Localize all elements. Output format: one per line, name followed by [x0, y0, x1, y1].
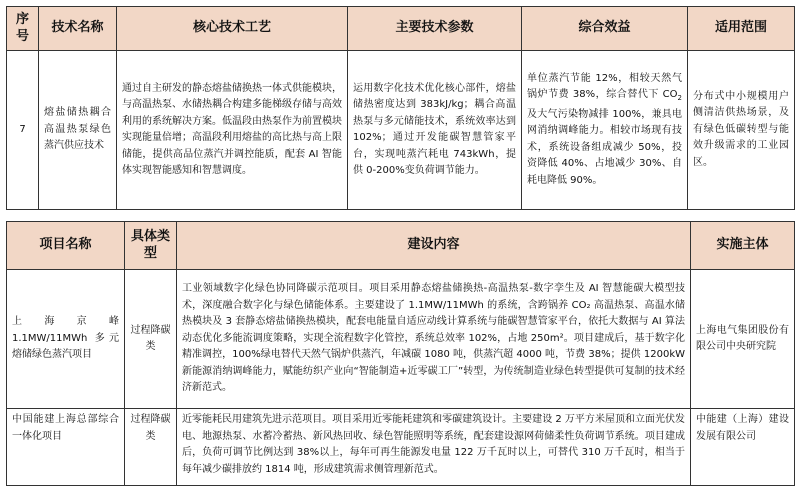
- project-owner: 中能建（上海）建设发展有限公司: [691, 409, 795, 486]
- row-scope: 分布式中小规模用户侧清洁供热场景，及有绿色低碳转型与能效升级需求的工业园区。: [688, 51, 795, 210]
- table-row: [7, 409, 795, 486]
- row-tech-params: 运用数字化技术优化核心部件，熔盐储热密度达到 383kJ/kg；耦合高温热泵与多元储能技术，系统效率达到 102%；通过开发能碳智慧管家平台，实现吨蒸汽耗电 743kWh，提供 0-200%变负荷调节能力。: [348, 51, 522, 210]
- header-core-process: 核心技术工艺: [117, 7, 348, 51]
- header-type: 具体类型: [125, 222, 177, 270]
- project-type: 过程降碳类: [125, 270, 177, 409]
- table-row: [7, 51, 795, 210]
- technology-table: [6, 6, 795, 210]
- benefits-text-b: 及大气污染物减排 100%，兼具电网消纳调峰能力。相较市场现有技术，系统设备组成减少 50%，投资降低 40%、占地减少 30%、自耗电降低 90%。: [527, 108, 682, 186]
- project-table: [6, 221, 795, 486]
- header-tech-params: 主要技术参数: [348, 7, 522, 51]
- project-name: 上海京峰 1.1MW/11MWh 多元熔储绿色蒸汽项目: [7, 270, 125, 409]
- project-owner: 上海电气集团股份有限公司中央研究院: [691, 270, 795, 409]
- row-no: 7: [7, 51, 39, 210]
- project-type: 过程降碳类: [125, 409, 177, 486]
- header-owner: 实施主体: [691, 222, 795, 270]
- row-benefits: [522, 51, 688, 210]
- header-tech-name: 技术名称: [39, 7, 117, 51]
- header-content: 建设内容: [177, 222, 691, 270]
- row-core-process: 通过自主研发的静态熔盐储换热一体式供能模块，与高温热泵、水储热耦合构建多能梯级存储与高效利用的系统解决方案。低温段由热泵作为前置模块实现能量倍增；高温段利用熔盐的高比热与高上限储能，提供高品位蒸汽并调控能质，配套 AI 智能体实现智能感知和智慧调度。: [117, 51, 348, 210]
- project-content: 近零能耗民用建筑先进示范项目。项目采用近零能耗建筑和零碳建筑设计。主要建设 2 万平方米屋顶和立面光伏发电、地源热泵、水蓄冷蓄热、新风热回收、绿色智能照明等系统，配套建设源网荷储柔性负荷调节系统。项目建成后，负荷可调节比例达到 38%以上，每年可再生能源发电量 122 万千瓦时以上，可替代 310 万千瓦时，相当于每年减少碳排放约 1814 吨，形成建筑需求侧管理新范式。: [177, 409, 691, 486]
- header-benefits: 综合效益: [522, 7, 688, 51]
- project-content: 工业领域数字化绿色协同降碳示范项目。项目采用静态熔盐储换热-高温热泵-数字孪生及 AI 智慧能碳大模型技术，深度融合数字化与绿色储能体系。主要建设了 1.1MW/11MWh 的系统，含跨锅养 CO₂ 高温热泵、高温水储热模块及 3 套静态熔盐储换热模块，配套电能量自适应动线计算系统与能碳智慧管家平台，依托大数据与 AI 算法动态优化多能流调度策略，实现全流程数字化管控，系统总效率 102%，占地 250m²。项目建成后，基于数字化精准调控，100%绿电替代天然气锅炉供蒸汽，年减碳 1080 吨，供蒸汽超 4000 吨，节费 38%；提供 1200kW 新能源消纳调峰能力，赋能纺织产业向“智能制造+近零碳工厂”转型，为传统制造业绿色转型提供可复制的技术经济新范式。: [177, 270, 691, 409]
- row-tech-name: 熔盐储热耦合高温热泵绿色蒸汽供应技术: [39, 51, 117, 210]
- table-row: [7, 270, 795, 409]
- benefits-text-a: 单位蒸汽节能 12%，相较天然气锅炉节费 38%，综合替代下 CO: [527, 72, 682, 101]
- benefits-subscript: 2: [677, 94, 682, 103]
- header-no: 序号: [7, 7, 39, 51]
- project-name: 中国能建上海总部综合一体化项目: [7, 409, 125, 486]
- header-project-name: 项目名称: [7, 222, 125, 270]
- header-scope: 适用范围: [688, 7, 795, 51]
